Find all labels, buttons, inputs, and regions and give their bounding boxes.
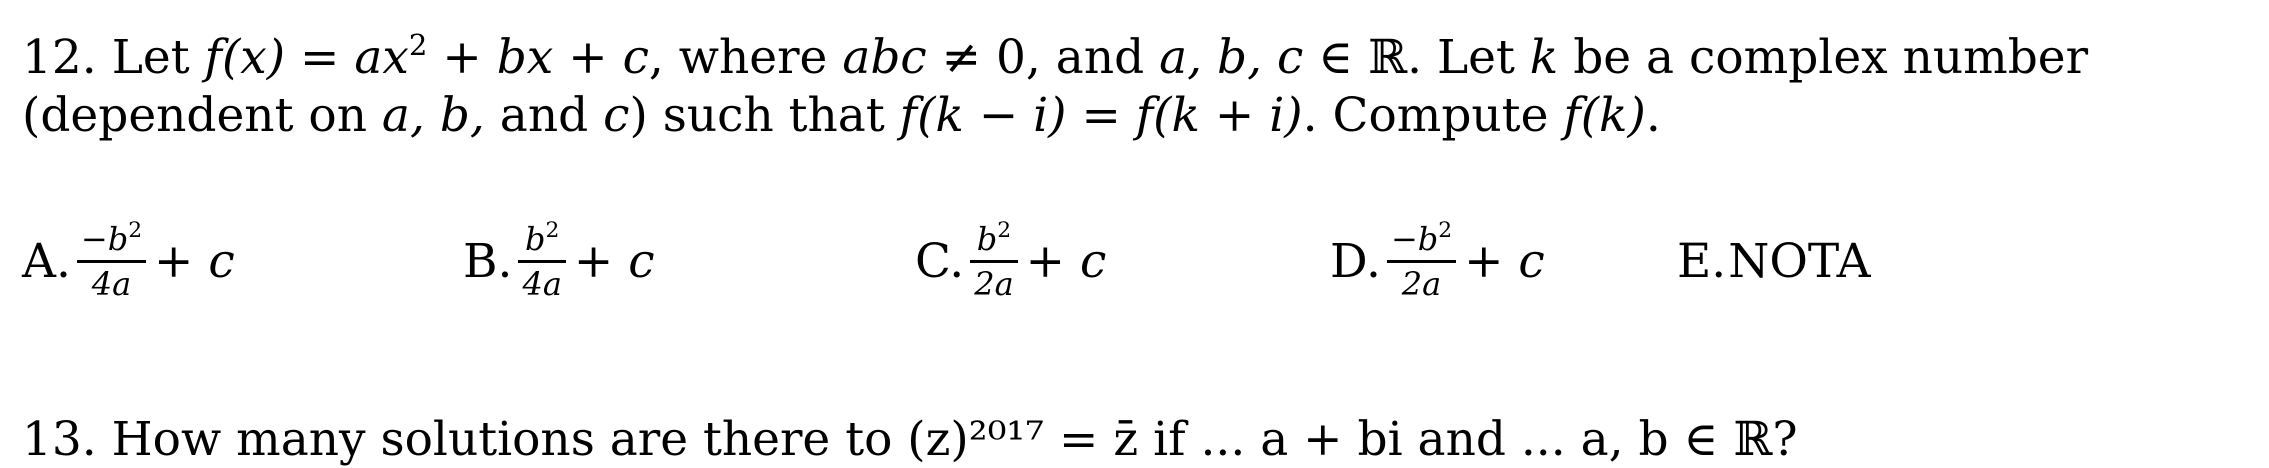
function-definition: $f(x) = ax^2$ + bx + c (204, 27, 649, 85)
answer-choice-a[interactable]: A. $\frac{-b^2}{4a}$ + c (22, 217, 235, 303)
choice-letter: C. (915, 233, 965, 289)
choice-letter: A. (22, 233, 71, 289)
choice-letter: B. (463, 233, 513, 289)
answer-choice-d[interactable]: D. $\frac{-b^2}{2a}$ + c (1330, 217, 1545, 303)
choice-fraction: $\frac{b^2}{4a}$ (518, 220, 565, 303)
choice-letter: E. (1677, 233, 1727, 289)
next-problem-partial: 13. How many solutions are there to (z)²⁰¹⁷ = z̄ if ... a + bi and ... a, b ∈ ℝ? (22, 412, 1798, 467)
answer-choice-b[interactable]: B. $\frac{b^2}{4a}$ + c (463, 217, 655, 303)
problem-statement-line-2: (dependent on a, b, and c) such that f(k − i) = f(k + i). Compute f(k). (22, 88, 1661, 143)
choice-fraction: $\frac{b^2}{2a}$ (970, 220, 1017, 303)
problem-number: 12. (22, 30, 97, 85)
condition-equation: f(k − i) = f(k + i) (899, 88, 1303, 143)
answer-choice-c[interactable]: C. $\frac{b^2}{2a}$ + c (915, 217, 1107, 303)
answer-choice-e[interactable] (1677, 206, 1871, 316)
choice-fraction: $\frac{-b^2}{2a}$ (1387, 220, 1456, 303)
choice-fraction: $\frac{-b^2}{4a}$ (77, 220, 146, 303)
problem-statement-line-1: 12. Let $f(x) = ax^2$ + bx + c, where abc ≠ 0, and a, b, c ∈ ℝ. Let k be a complex number (22, 27, 2089, 85)
choice-letter: D. (1330, 233, 1381, 289)
choice-text: NOTA (1728, 233, 1871, 289)
